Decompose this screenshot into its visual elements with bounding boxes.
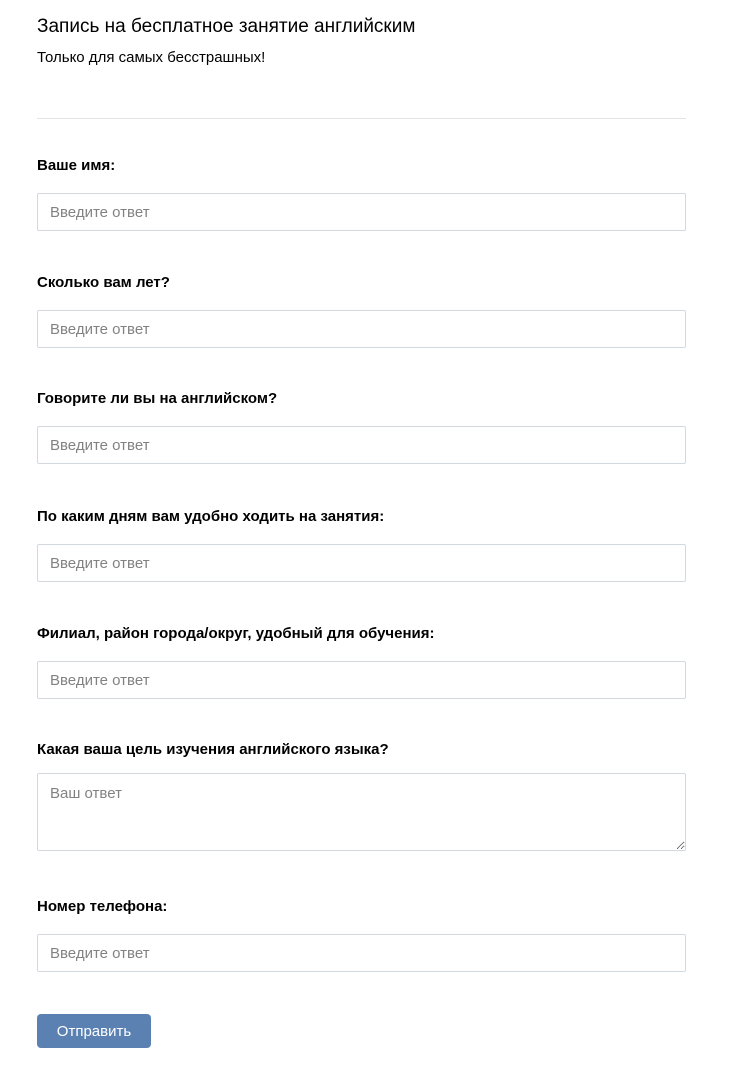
- phone-input[interactable]: [37, 934, 686, 972]
- form-subtitle: Только для самых бесстрашных!: [37, 49, 266, 66]
- question-english: [37, 389, 686, 464]
- question-age: [37, 273, 686, 348]
- question-label: Какая ваша цель изучения английского языка?: [37, 741, 389, 758]
- divider: [37, 118, 686, 119]
- form-title: Запись на бесплатное занятие английским: [37, 16, 416, 37]
- question-branch: [37, 624, 686, 699]
- question-label: Ваше имя:: [37, 157, 116, 174]
- question-name: [37, 156, 686, 231]
- days-input[interactable]: [37, 544, 686, 582]
- goal-textarea[interactable]: [37, 773, 686, 851]
- question-label: Филиал, район города/округ, удобный для обучения:: [37, 625, 435, 642]
- question-phone: [37, 897, 686, 972]
- age-input[interactable]: [37, 310, 686, 348]
- question-label: Говорите ли вы на английском?: [37, 390, 278, 407]
- english-level-input[interactable]: [37, 426, 686, 464]
- branch-input[interactable]: [37, 661, 686, 699]
- question-label: Сколько вам лет?: [37, 274, 170, 291]
- name-input[interactable]: [37, 193, 686, 231]
- question-goal: [37, 740, 686, 851]
- question-label: Номер телефона:: [37, 898, 168, 915]
- question-days: [37, 507, 686, 582]
- submit-button[interactable]: Отправить: [37, 1014, 151, 1048]
- question-label: По каким дням вам удобно ходить на занятия:: [37, 508, 385, 525]
